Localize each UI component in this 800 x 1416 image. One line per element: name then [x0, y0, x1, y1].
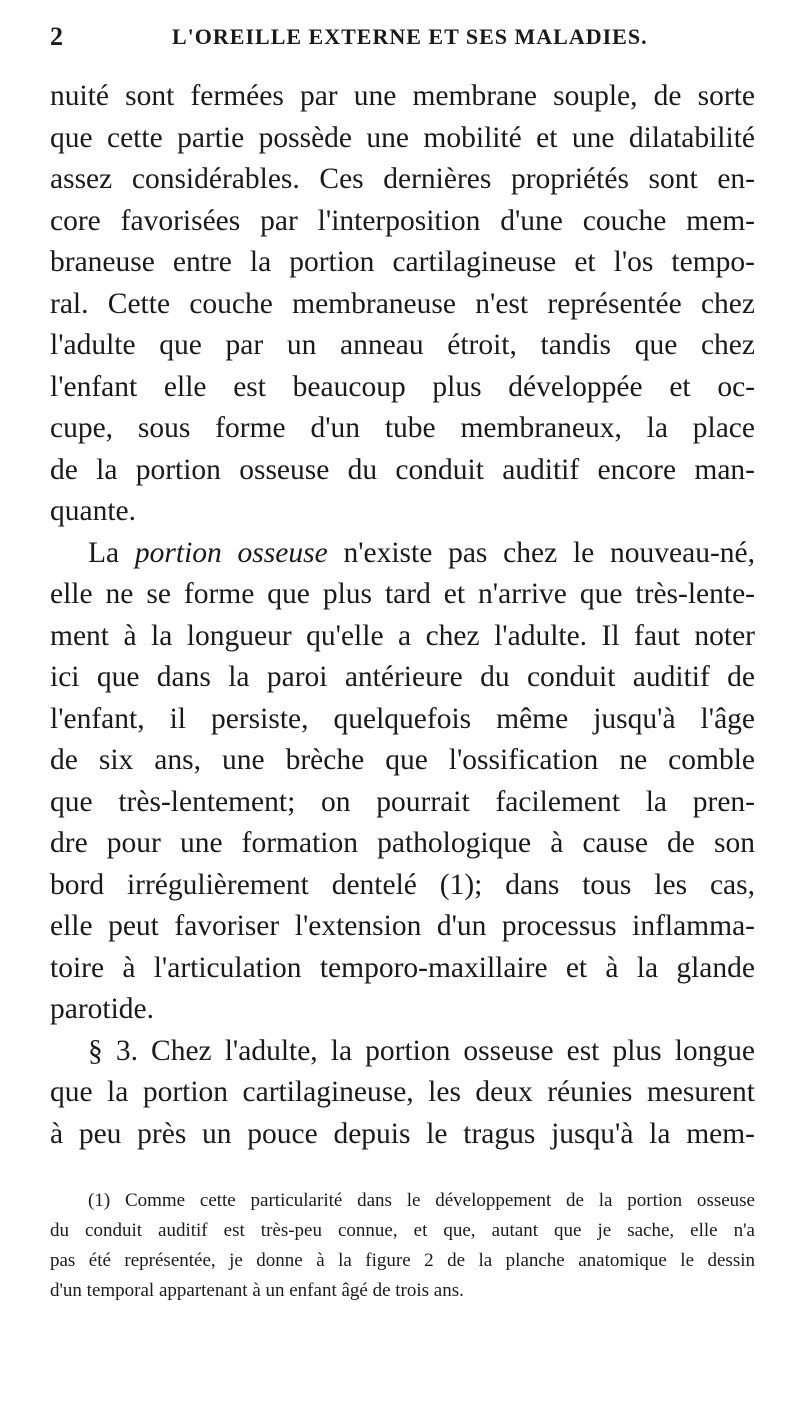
- text-line: l'enfant, il persiste, quelquefois même jusqu'à l'âge: [50, 702, 755, 735]
- text-line: assez considérables. Ces dernières propriétés sont en-: [50, 163, 755, 195]
- text-line: core favorisées par l'interposition d'une couche mem-: [50, 204, 755, 237]
- text-line: quante.: [50, 495, 137, 527]
- text-line: l'enfant elle est beaucoup plus développée et oc-: [50, 370, 755, 403]
- footnote-line: (1) Comme cette particularité dans le développement de la portion osseuse: [88, 1190, 755, 1211]
- text-line: de la portion osseuse du conduit auditif encore man-: [50, 453, 755, 486]
- text-line: dre pour une formation pathologique à cause de son: [50, 827, 755, 859]
- text-line: parotide.: [50, 993, 155, 1025]
- footnote-line: d'un temporal appartenant à un enfant âgé de trois ans.: [50, 1280, 464, 1301]
- section-heading-line: § 3. Chez l'adulte, la portion osseuse est plus longue: [88, 1034, 755, 1067]
- paragraph-first-line: [50, 533, 755, 575]
- main-text: [50, 76, 755, 1155]
- italic-term: portion osseuse: [134, 536, 328, 569]
- text-segment: n'existe pas chez le nouveau-né,: [327, 536, 755, 569]
- text-line: que la portion cartilagineuse, les deux réunies mesurent: [50, 1076, 755, 1108]
- footnote: [50, 1186, 755, 1306]
- text-line: bord irrégulièrement dentelé (1); dans tous les cas,: [50, 868, 755, 901]
- text-line: elle ne se forme que plus tard et n'arrive que très-lente-: [50, 578, 755, 610]
- running-header: [50, 20, 750, 56]
- text-line: à peu près un pouce depuis le tragus jusqu'à la mem-: [50, 1117, 755, 1150]
- text-line: de six ans, une brèche que l'ossification ne comble: [50, 744, 755, 776]
- footnote-line: pas été représentée, je donne à la figure 2 de la planche anatomique le dessin: [50, 1250, 755, 1271]
- text-line: elle peut favoriser l'extension d'un processus inflamma-: [50, 910, 755, 942]
- text-line: cupe, sous forme d'un tube membraneux, la place: [50, 412, 755, 444]
- text-line: ici que dans la paroi antérieure du conduit auditif de: [50, 661, 755, 693]
- page-number: 2: [50, 22, 64, 51]
- text-line: que cette partie possède une mobilité et une dilatabilité: [50, 121, 755, 154]
- text-line: ment à la longueur qu'elle a chez l'adulte. Il faut noter: [50, 619, 755, 652]
- text-segment: La: [88, 536, 135, 569]
- footnote-line: du conduit auditif est très-peu connue, et que, autant que je sache, elle n'a: [50, 1220, 755, 1241]
- text-line: nuité sont fermées par une membrane souple, de sorte: [50, 80, 755, 112]
- text-line: l'adulte que par un anneau étroit, tandis que chez: [50, 329, 755, 361]
- text-line: toire à l'articulation temporo-maxillaire et à la glande: [50, 951, 755, 984]
- text-line: ral. Cette couche membraneuse n'est représentée chez: [50, 287, 755, 320]
- text-line: braneuse entre la portion cartilagineuse et l'os tempo-: [50, 246, 755, 278]
- text-line: que très-lentement; on pourrait facilement la pren-: [50, 785, 755, 818]
- running-title: L'OREILLE EXTERNE ET SES MALADIES.: [172, 24, 648, 49]
